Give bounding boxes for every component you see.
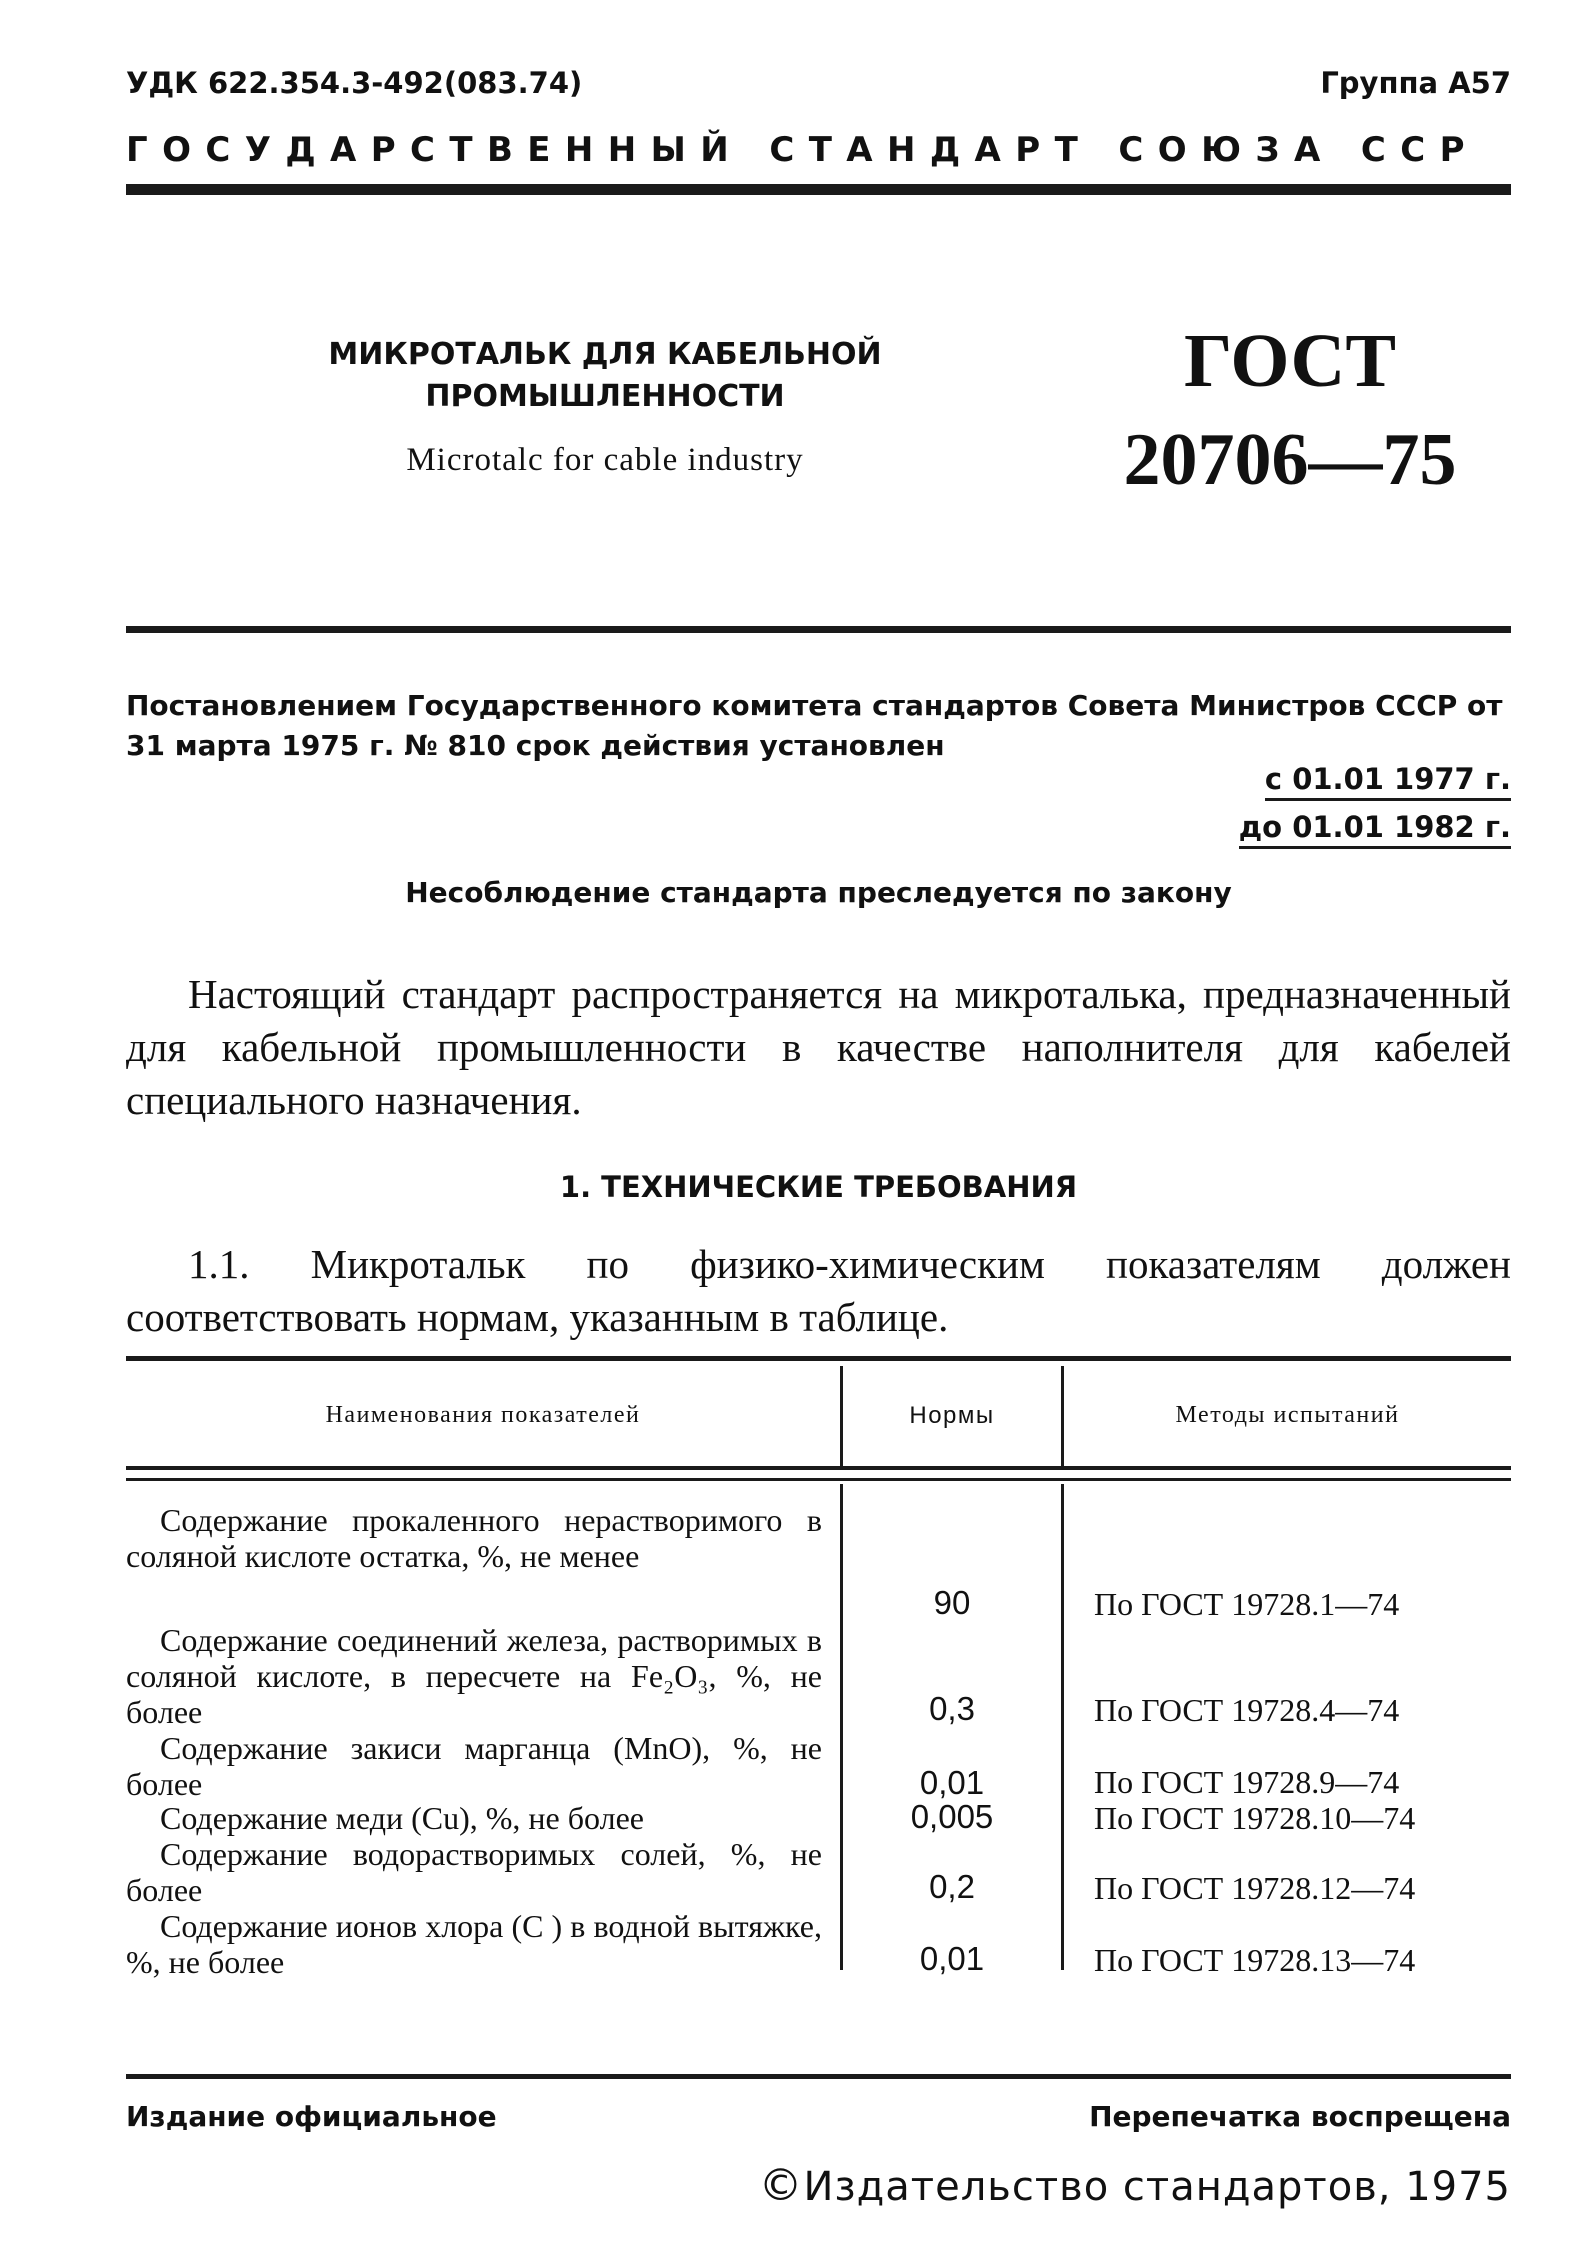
table-row-value: 0,3 bbox=[929, 1690, 975, 1727]
table-header-rule bbox=[126, 1466, 1511, 1470]
title-russian bbox=[300, 334, 910, 418]
state-standard-heading: ГОСУДАРСТВЕННЫЙ СТАНДАРТ СОЮЗА ССР bbox=[126, 130, 1479, 170]
title-russian-line-2: ПРОМЫШЛЕННОСТИ bbox=[425, 379, 785, 414]
official-edition-label: Издание официальное bbox=[126, 2100, 497, 2133]
gost-label: ГОСТ bbox=[1183, 319, 1397, 403]
table-column-divider bbox=[840, 1366, 843, 1466]
reprint-notice: Перепечатка воспрещена bbox=[1089, 2100, 1511, 2133]
udk-code: УДК 622.354.3-492(083.74) bbox=[126, 66, 583, 100]
table-row-name: Содержание соединений железа, растворимых в соляной кислоте, в пересчете на Fe₂O₃, %, не более bbox=[126, 1622, 822, 1730]
intro-paragraph: Настоящий стандарт распространяется на микроталька, предназначенный для кабельной промышленности в качестве наполнителя для кабелей специального назначения. bbox=[126, 971, 1511, 1123]
title-english: Microtalc for cable industry bbox=[406, 442, 804, 478]
group-code: Группа А57 bbox=[1320, 66, 1511, 100]
table-row-value: 0,01 bbox=[919, 1940, 985, 1977]
table-row-method: По ГОСТ 19728.10—74 bbox=[1094, 1800, 1416, 1836]
clause-1-1: 1.1. Микротальк по физико-химическим показателям должен соответствовать нормам, указанным в таблице. bbox=[126, 1241, 1511, 1340]
copyright-icon: © bbox=[758, 2160, 804, 2211]
copyright-notice bbox=[758, 2160, 1511, 2211]
header-rule bbox=[126, 184, 1511, 195]
table-row-name: Содержание прокаленного нерастворимого в соляной кислоте остатка, %, не менее bbox=[126, 1502, 822, 1574]
table-row-method: По ГОСТ 19728.9—74 bbox=[1094, 1764, 1400, 1800]
table-row-value: 0,2 bbox=[929, 1868, 975, 1905]
table-row-method: По ГОСТ 19728.4—74 bbox=[1094, 1692, 1400, 1728]
table-row-name: Содержание водорастворимых солей, %, не более bbox=[126, 1836, 822, 1908]
table-row-method: По ГОСТ 19728.13—74 bbox=[1094, 1942, 1416, 1978]
table-row-name: Содержание ионов хлора (С ) в водной вытяжке, %, не более bbox=[126, 1908, 822, 1980]
table-row-value: 0,005 bbox=[910, 1798, 994, 1835]
copyright-text: Издательство стандартов, 1975 bbox=[803, 2164, 1511, 2210]
gost-number: 20706—75 bbox=[1123, 419, 1457, 501]
table-row-value: 90 bbox=[933, 1584, 971, 1621]
table-row-value: 0,01 bbox=[919, 1764, 985, 1801]
section-title: 1. ТЕХНИЧЕСКИЕ ТРЕБОВАНИЯ bbox=[559, 1170, 1078, 1204]
decree-text: Постановлением Государственного комитета стандартов Совета Министров СССР от 31 марта 1975 г. № 810 срок действия установлен bbox=[126, 689, 1503, 762]
table-header-indicator: Наименования показателей bbox=[325, 1402, 641, 1428]
table-row-name: Содержание меди (Cu), %, не более bbox=[160, 1800, 644, 1836]
table-row-method: По ГОСТ 19728.1—74 bbox=[1094, 1586, 1400, 1622]
table-top-rule bbox=[126, 1356, 1511, 1361]
table-row-method: По ГОСТ 19728.12—74 bbox=[1094, 1870, 1416, 1906]
table-row-name: Содержание закиси марганца (MnO), %, не более bbox=[126, 1730, 822, 1802]
valid-from-date: с 01.01 1977 г. bbox=[1265, 762, 1511, 801]
table-header-rule bbox=[126, 1478, 1511, 1481]
valid-to-date: до 01.01 1982 г. bbox=[1239, 810, 1511, 849]
title-russian-line-1: МИКРОТАЛЬК ДЛЯ КАБЕЛЬНОЙ bbox=[328, 337, 882, 372]
legal-warning: Несоблюдение стандарта преследуется по закону bbox=[405, 876, 1232, 909]
title-rule bbox=[126, 626, 1511, 633]
table-header-methods: Методы испытаний bbox=[1175, 1402, 1400, 1428]
table-column-divider bbox=[1061, 1484, 1064, 1970]
table-header-norms: Нормы bbox=[909, 1402, 995, 1429]
table-column-divider bbox=[1061, 1366, 1064, 1466]
footer-rule bbox=[126, 2074, 1511, 2079]
